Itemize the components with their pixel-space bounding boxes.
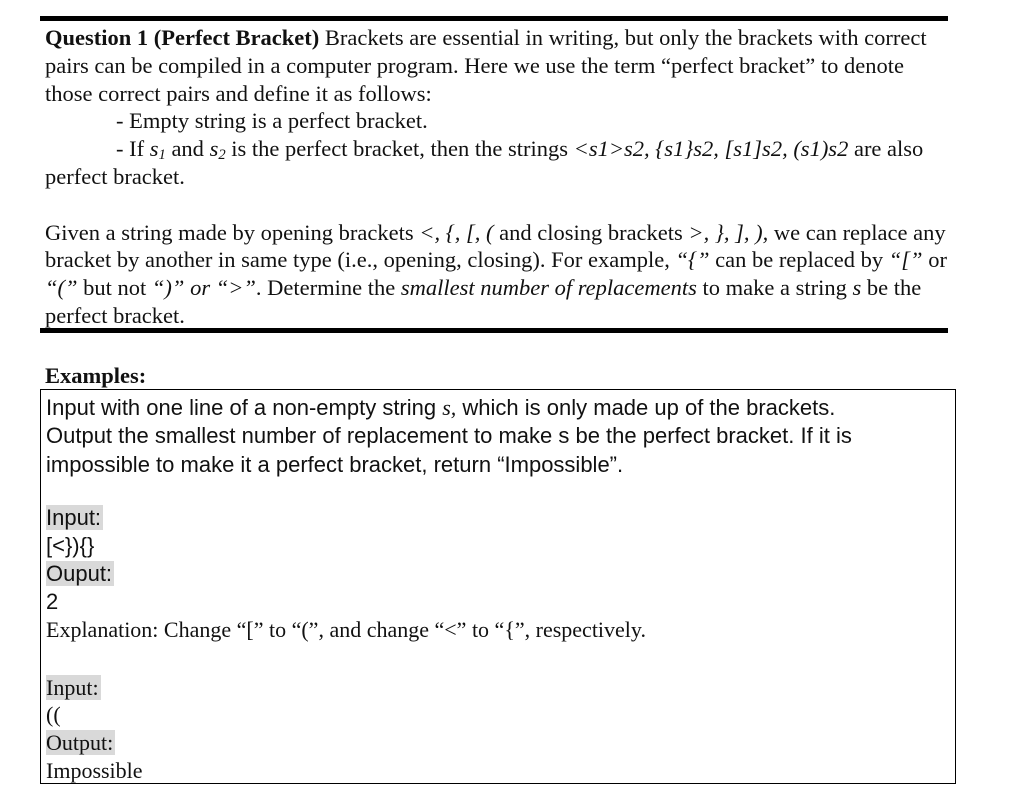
- p2-ex3: “(”: [45, 275, 78, 301]
- p2-ex2: “[”: [888, 247, 923, 273]
- example2-output-label: [46, 729, 115, 757]
- rule2-s2: s: [209, 136, 219, 162]
- rule2-s1: s: [149, 136, 159, 162]
- desc1-a: Input with one line of a non-empty string: [46, 395, 443, 420]
- rule2-suffix: are also perfect bracket.: [45, 136, 924, 189]
- p2-g: . Determine the: [255, 275, 401, 301]
- examples-box: [40, 389, 956, 784]
- example1-output-label: [46, 560, 114, 588]
- example1-input-label-text: Input:: [46, 505, 102, 530]
- p2-a: Given a string made by opening brackets: [45, 219, 420, 245]
- rule2-and: and: [165, 136, 210, 162]
- example2-input: ((: [46, 702, 61, 727]
- p2-emphasis: smallest number of replacements: [400, 275, 697, 301]
- question-paragraph-2: [45, 219, 950, 330]
- example2-output: Impossible: [46, 758, 143, 783]
- example1-input: [<}){}: [46, 533, 95, 558]
- desc1-b: which is only made up of the brackets.: [456, 395, 836, 420]
- rule-1: - Empty string is a perfect bracket.: [116, 108, 428, 134]
- p2-open-brackets: <, {, [, (: [419, 219, 494, 245]
- p2-h: to make a string: [696, 275, 853, 301]
- p2-e: or: [922, 247, 947, 273]
- example1-input-label: [46, 504, 103, 532]
- desc1-s: s,: [442, 395, 457, 420]
- description-line-2: Output the smallest number of replacement to make s be the perfect bracket. If it is: [46, 423, 852, 448]
- rule2-strings: <s1>s2, {s1}s2, [s1]s2, (s1)s2: [573, 136, 849, 162]
- p2-d: can be replaced by: [709, 247, 889, 273]
- p2-ex4: “)” or “>”: [151, 275, 256, 301]
- example1-output-label-text: Ouput:: [46, 561, 113, 586]
- example2-input-label: [46, 674, 101, 702]
- p2-b: and closing brackets: [493, 219, 689, 245]
- description-line-3: impossible to make it a perfect bracket, return “Impossible”.: [46, 452, 624, 477]
- p2-i: be the perfect bracket.: [45, 275, 922, 328]
- question-intro-text: Brackets are essential in writing, but only the brackets with correct pairs can be compiled in a computer program. Here we use the term “perfect bracket” to denote those correct pairs and define it as follows:: [45, 25, 927, 106]
- question-title: Question 1 (Perfect Bracket): [45, 25, 320, 50]
- rule2-middle: is the perfect bracket, then the strings: [225, 136, 574, 162]
- p2-s: s: [852, 275, 862, 301]
- question-statement: [45, 24, 950, 330]
- example2-output-label-text: Output:: [46, 730, 114, 755]
- example1-output: 2: [46, 589, 59, 614]
- description-line-1: [46, 394, 835, 422]
- p2-f: but not: [77, 275, 152, 301]
- example2-input-label-text: Input:: [46, 675, 99, 700]
- p2-c: we can replace any bracket by another in same type (i.e., opening, closing). For example,: [45, 219, 946, 273]
- examples-heading: Examples:: [45, 363, 147, 388]
- p2-close-brackets: >, }, ], ),: [688, 219, 769, 245]
- top-rule: [40, 16, 948, 21]
- example1-explanation: Explanation: Change “[” to “(”, and change “<” to “{”, respectively.: [46, 617, 646, 642]
- rule-2: [45, 135, 950, 191]
- rule2-prefix: - If: [116, 136, 150, 162]
- rule2-s2-sub: 2: [218, 147, 226, 164]
- p2-ex1: “{”: [675, 247, 710, 273]
- question-intro: [45, 24, 950, 107]
- bottom-rule: [40, 328, 948, 333]
- rule2-s1-sub: 1: [158, 147, 166, 164]
